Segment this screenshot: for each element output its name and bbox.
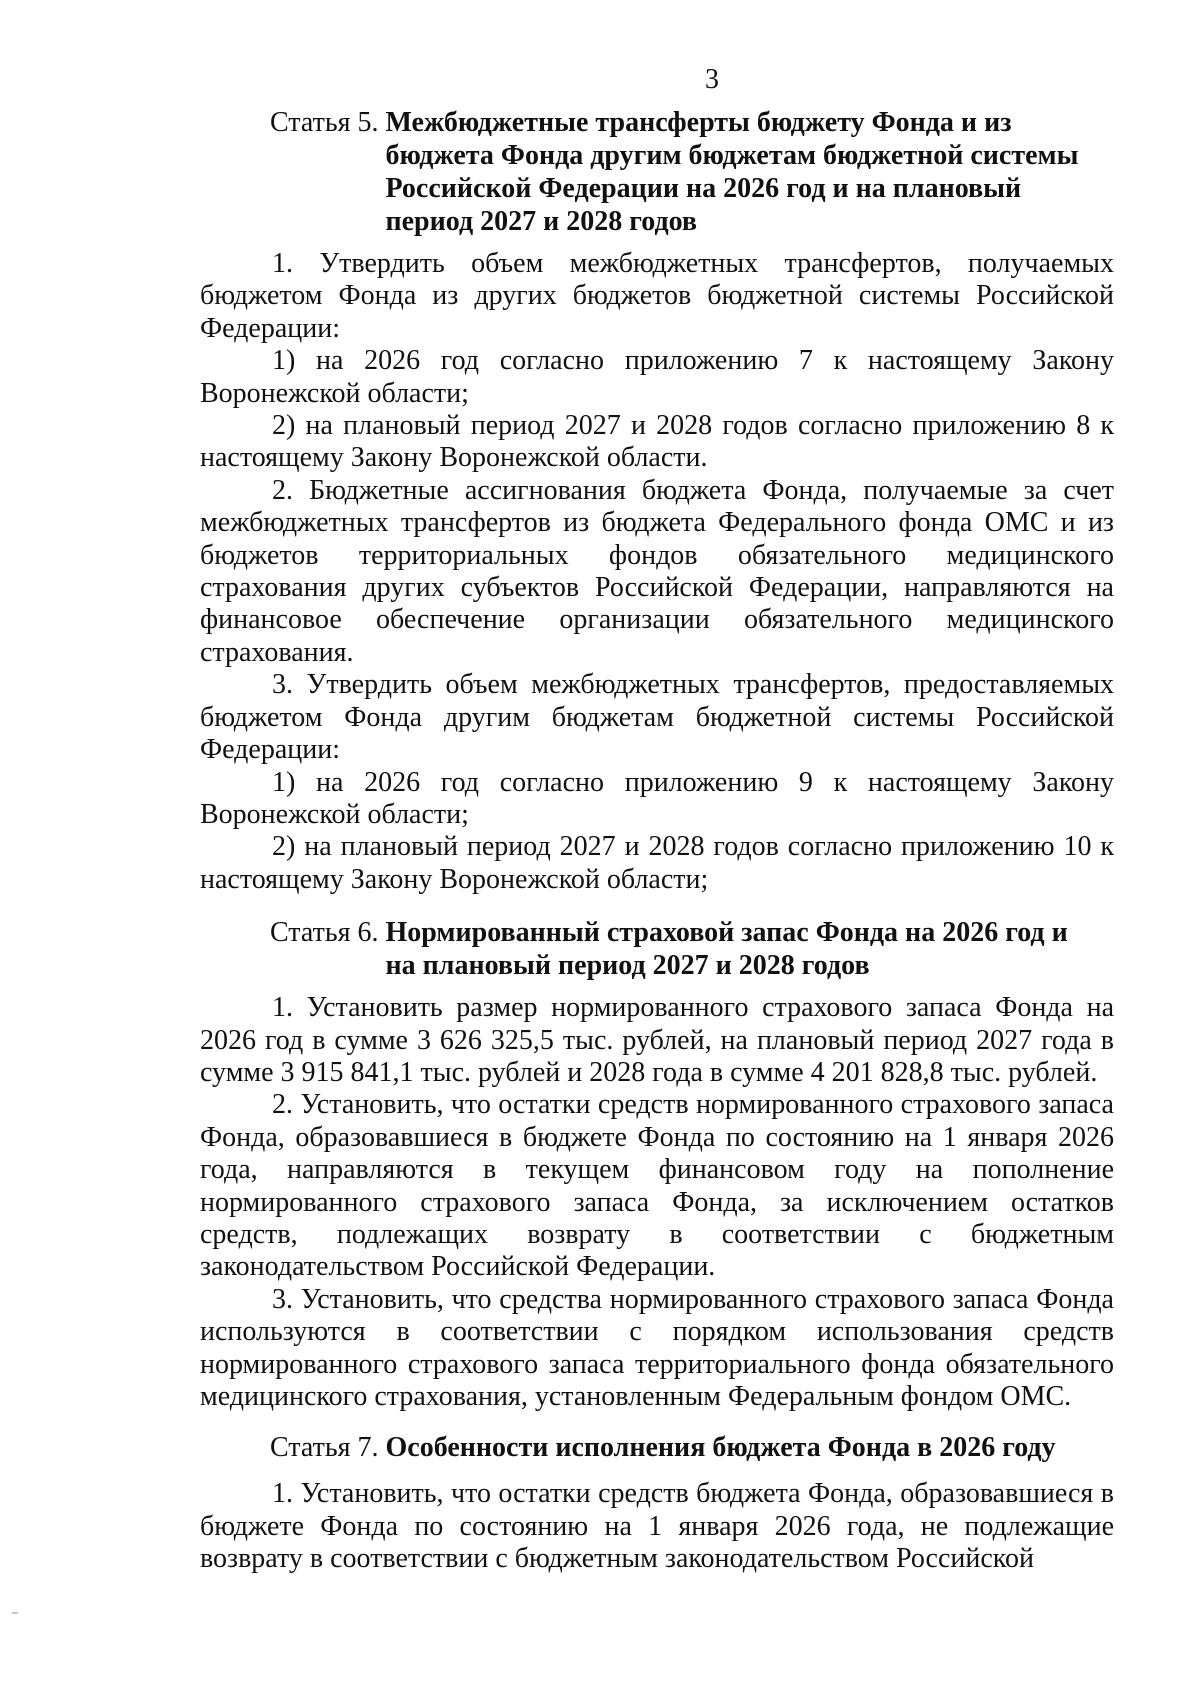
article-title-line: бюджета Фонда другим бюджетам бюджетной системы bbox=[385, 140, 1079, 171]
article-title-line: Российской Федерации на 2026 год и на плановый bbox=[385, 173, 1022, 204]
article-title bbox=[385, 1431, 1065, 1464]
article-title-line: Нормированный страховой запас Фонда на 2026 год и bbox=[385, 917, 1068, 949]
article-title-line: Межбюджетные трансферты бюджету Фонда и из bbox=[385, 107, 1012, 138]
article-title-line: период 2027 и 2028 годов bbox=[385, 206, 698, 237]
article-6 bbox=[200, 916, 1114, 1413]
paragraph: 1) на 2026 год согласно приложению 9 к настоящему Закону Воронежской области; bbox=[200, 766, 1114, 830]
paragraph: 1) на 2026 год согласно приложению 7 к настоящему Закону Воронежской области; bbox=[200, 345, 1114, 409]
paragraph: 2. Установить, что остатки средств нормированного страхового запаса Фонда, образовавшиеся в бюджете Фонда по состоянию на 1 января 2026 года, направляются в текущем финансовом году на пополнение нормированного страхового запаса Фонда, за исключением остатков средств, подлежащих возврату в соответствии с бюджетным законодательством Российской Федерации. bbox=[200, 1089, 1114, 1283]
article-heading bbox=[270, 916, 1114, 982]
article-prefix: Статья 7. bbox=[270, 1432, 386, 1464]
paragraph: 2. Бюджетные ассигнования бюджета Фонда, получаемые за счет межбюджетных трансфертов из бюджета Федерального фонда ОМС и из бюджетов территориальных фондов обязательного медицинского страхования других субъектов Российской Федерации, направляются на финансовое обеспечение организации обязательного медицинского страхования. bbox=[200, 474, 1114, 668]
article-title bbox=[385, 916, 1077, 982]
paragraph: 3. Утвердить объем межбюджетных трансфертов, предоставляемых бюджетом Фонда другим бюджетам бюджетной системы Российской Федерации: bbox=[200, 669, 1114, 766]
scan-mark bbox=[12, 1612, 18, 1614]
paragraph: 2) на плановый период 2027 и 2028 годов согласно приложению 10 к настоящему Закону Воронежской области; bbox=[200, 831, 1114, 895]
page-number: 3 bbox=[705, 64, 719, 95]
article-heading bbox=[270, 1431, 1114, 1464]
article-heading bbox=[270, 106, 1114, 238]
paragraph: 1. Установить, что остатки средств бюджета Фонда, образовавшиеся в бюджете Фонда по состоянию на 1 января 2026 года, не подлежащие возврату в соответствии с бюджетным законодательством Российской bbox=[200, 1478, 1114, 1575]
paragraph: 1. Утвердить объем межбюджетных трансфертов, получаемых бюджетом Фонда из других бюджетов бюджетной системы Российской Федерации: bbox=[200, 248, 1114, 344]
paragraph: 1. Установить размер нормированного страхового запаса Фонда на 2026 год в сумме 3 626 325,5 тыс. рублей, на плановый период 2027 года в сумме 3 915 841,1 тыс. рублей и 2028 года в сумме 4 201 828,8 тыс. рублей. bbox=[200, 992, 1114, 1088]
article-7 bbox=[200, 1431, 1114, 1575]
paragraph: 2) на плановый период 2027 и 2028 годов согласно приложению 8 к настоящему Закону Воронежской области. bbox=[200, 410, 1114, 474]
article-title-line: на плановый период 2027 и 2028 годов bbox=[385, 950, 870, 982]
article-prefix: Статья 6. bbox=[270, 917, 386, 949]
article-prefix: Статья 5. bbox=[270, 107, 386, 138]
article-title-line: Особенности исполнения бюджета Фонда в 2026 году bbox=[385, 1432, 1056, 1464]
article-title bbox=[385, 106, 1088, 238]
paragraph: 3. Установить, что средства нормированного страхового запаса Фонда используются в соответствии с порядком использования средств нормированного страхового запаса территориального фонда обязательного медицинского страхования, установленным Федеральным фондом ОМС. bbox=[200, 1283, 1114, 1412]
article-5 bbox=[200, 106, 1114, 896]
